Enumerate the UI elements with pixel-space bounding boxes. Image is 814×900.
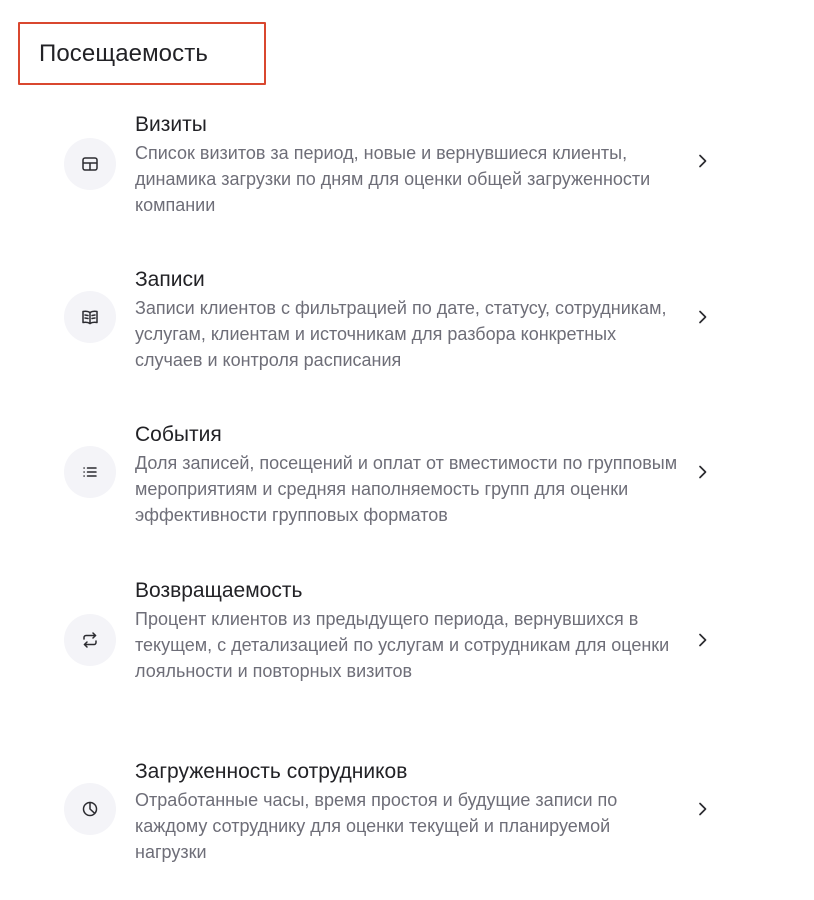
repeat-icon bbox=[64, 614, 116, 666]
report-title: Возвращаемость bbox=[135, 579, 303, 602]
report-description: Записи клиентов с фильтрацией по дате, статусу, сотрудникам, услугам, клиентам и источникам для разбора конкретных случаев и контроля расписания bbox=[135, 298, 667, 370]
report-description: Отработанные часы, время простоя и будущие записи по каждому сотруднику для оценки текущей и планируемой нагрузки bbox=[135, 790, 618, 862]
report-description: Список визитов за период, новые и вернувшиеся клиенты, динамика загрузки по дням для оценки общей загруженности компании bbox=[135, 143, 651, 215]
chevron-right-icon bbox=[693, 463, 711, 481]
chevron-right-icon bbox=[693, 631, 711, 649]
chevron-right-icon bbox=[693, 308, 711, 326]
chevron-right-icon bbox=[693, 800, 711, 818]
chevron-right-icon bbox=[693, 152, 711, 170]
table-layout-icon bbox=[64, 138, 116, 190]
report-item-retention[interactable] bbox=[0, 578, 814, 713]
report-item-visits[interactable] bbox=[0, 112, 814, 222]
report-description: Доля записей, посещений и оплат от вместимости по групповым мероприятиям и средняя наполняемость групп для оценки эффективности групповых форматов bbox=[135, 453, 678, 525]
open-book-icon bbox=[64, 291, 116, 343]
pie-chart-icon bbox=[64, 783, 116, 835]
report-title: Загруженность сотрудников bbox=[135, 760, 408, 783]
report-item-appointments[interactable] bbox=[0, 267, 814, 377]
report-title: Записи bbox=[135, 268, 205, 291]
report-title: События bbox=[135, 423, 222, 446]
section-title: Посещаемость bbox=[39, 39, 208, 67]
list-icon bbox=[64, 446, 116, 498]
report-item-events[interactable] bbox=[0, 422, 814, 532]
report-description: Процент клиентов из предыдущего периода, вернувшихся в текущем, с детализацией по услугам и сотрудникам для оценки лояльности и повторных визитов bbox=[135, 609, 670, 681]
report-item-staff-load[interactable] bbox=[0, 759, 814, 869]
report-title: Визиты bbox=[135, 113, 207, 136]
